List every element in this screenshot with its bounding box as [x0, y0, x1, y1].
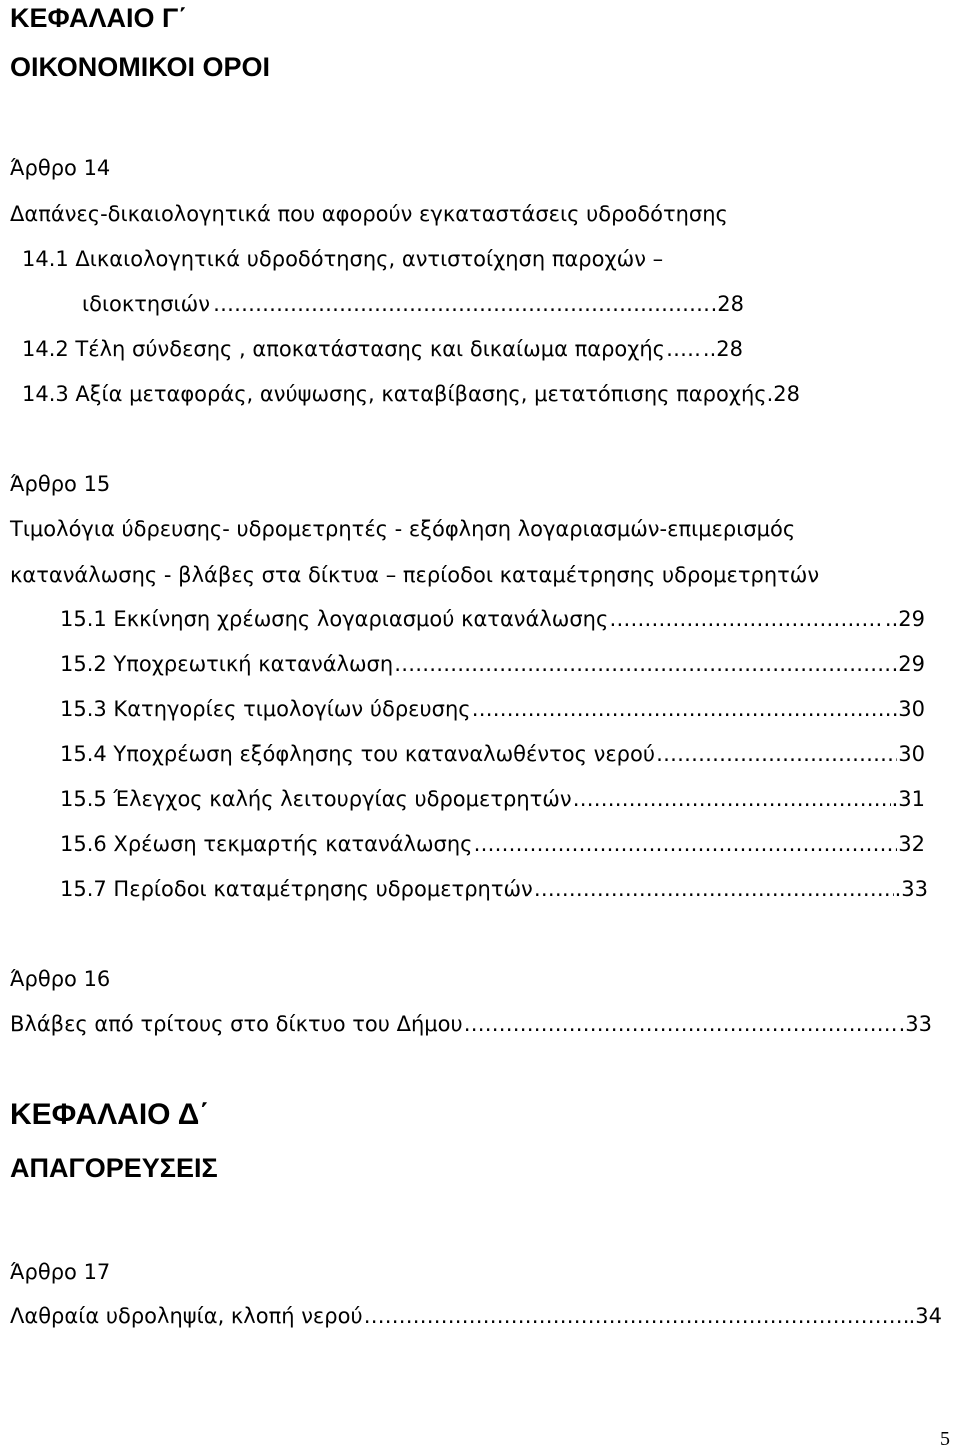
leader-dots: [573, 785, 891, 813]
toc-entry-15-1[interactable]: [60, 605, 925, 633]
toc-entry-15-1-page: ..29: [884, 607, 925, 631]
toc-entry-15-7-page: .33: [894, 877, 928, 901]
toc-entry-17-page: .34: [908, 1304, 942, 1328]
toc-entry-14-1-text[interactable]: 14.1 Δικαιολογητικά υδροδότησης, αντιστοίχηση παροχών –: [22, 247, 664, 271]
leader-dots: [534, 875, 894, 903]
toc-entry-14-1[interactable]: [82, 290, 218, 318]
toc-entry-14-3-page: .28: [766, 382, 800, 406]
toc-entry-16[interactable]: [10, 1010, 932, 1038]
toc-entry-17[interactable]: [10, 1302, 942, 1330]
page-number: 5: [940, 1428, 950, 1450]
toc-entry-15-6-text: 15.6 Χρέωση τεκμαρτής κατανάλωσης: [60, 832, 473, 856]
leader-dots: [656, 740, 897, 768]
toc-entry-15-1-text: 15.1 Εκκίνηση χρέωσης λογαριασμού κατανάλωσης: [60, 607, 609, 631]
toc-entry-15-3-page: 30: [898, 697, 925, 721]
toc-entry-15-5-page: .31: [891, 787, 925, 811]
toc-entry-15-2-text: 15.2 Υποχρεωτική κατανάλωση: [60, 652, 394, 676]
toc-entry-14-1-leader: [212, 290, 744, 318]
article-17-label: Άρθρο 17: [10, 1260, 111, 1284]
toc-entry-17-text: Λαθραία υδροληψία, κλοπή νερού: [10, 1304, 363, 1328]
toc-entry-14-1-page: .28: [710, 292, 744, 316]
toc-entry-15-6-page: 32: [898, 832, 925, 856]
toc-entry-14-2-text: 14.2 Τέλη σύνδεσης , αποκατάστασης και δικαίωμα παροχής: [22, 337, 666, 361]
toc-entry-15-5-text: 15.5 Έλεγχος καλής λειτουργίας υδρομετρητών: [60, 787, 572, 811]
article-15-title-line1: Τιμολόγια ύδρευσης- υδρομετρητές - εξόφληση λογαριασμών-επιμερισμός: [10, 517, 796, 541]
toc-entry-14-3-text: 14.3 Αξία μεταφοράς, ανύψωσης, καταβίβασης, μετατόπισης παροχής: [22, 382, 767, 406]
leader-dots: [609, 605, 884, 633]
toc-entry-15-4-page: 30: [898, 742, 925, 766]
toc-entry-14-3[interactable]: [22, 380, 800, 408]
toc-entry-15-2[interactable]: [60, 650, 925, 678]
toc-entry-14-2-page: ..28: [702, 337, 743, 361]
toc-entry-14-1-cont: ιδιοκτησιών: [82, 292, 210, 316]
toc-entry-15-3-text: 15.3 Κατηγορίες τιμολογίων ύδρευσης: [60, 697, 471, 721]
article-14-title: Δαπάνες-δικαιολογητικά που αφορούν εγκαταστάσεις υδροδότησης: [10, 202, 728, 226]
leader-dots: [394, 650, 890, 678]
toc-entry-16-text: Βλάβες από τρίτους στο δίκτυο του Δήμου: [10, 1012, 463, 1036]
toc-entry-15-3[interactable]: [60, 695, 925, 723]
toc-entry-16-page: .33: [898, 1012, 932, 1036]
leader-dots: [364, 1302, 908, 1330]
toc-entry-15-7[interactable]: [60, 875, 928, 903]
toc-entry-15-2-page: .29: [891, 652, 925, 676]
toc-entry-15-4[interactable]: [60, 740, 925, 768]
article-15-label: Άρθρο 15: [10, 472, 111, 496]
chapter-d-heading: ΚΕΦΑΛΑΙΟ Δ΄: [10, 1098, 210, 1131]
leader-dots: [473, 830, 897, 858]
toc-entry-14-2[interactable]: [22, 335, 743, 363]
leader-dots: [666, 335, 702, 363]
chapter-c-heading: ΚΕΦΑΛΑΙΟ Γ΄: [10, 3, 188, 33]
article-14-label: Άρθρο 14: [10, 156, 111, 180]
article-16-label: Άρθρο 16: [10, 967, 111, 991]
chapter-d-title: ΑΠΑΓΟΡΕΥΣΕΙΣ: [10, 1153, 218, 1183]
toc-entry-15-7-text: 15.7 Περίοδοι καταμέτρησης υδρομετρητών: [60, 877, 533, 901]
toc-entry-15-6[interactable]: [60, 830, 925, 858]
leader-dots: [213, 290, 710, 318]
chapter-c-title: ΟΙΚΟΝΟΜΙΚΟΙ ΟΡΟΙ: [10, 52, 271, 82]
leader-dots: [464, 1010, 898, 1038]
article-15-title-line2: κατανάλωσης - βλάβες στα δίκτυα – περίοδοι καταμέτρησης υδρομετρητών: [10, 563, 820, 587]
toc-entry-15-5[interactable]: [60, 785, 925, 813]
leader-dots: [472, 695, 898, 723]
toc-entry-15-4-text: 15.4 Υποχρέωση εξόφλησης του καταναλωθέντος νερού: [60, 742, 656, 766]
